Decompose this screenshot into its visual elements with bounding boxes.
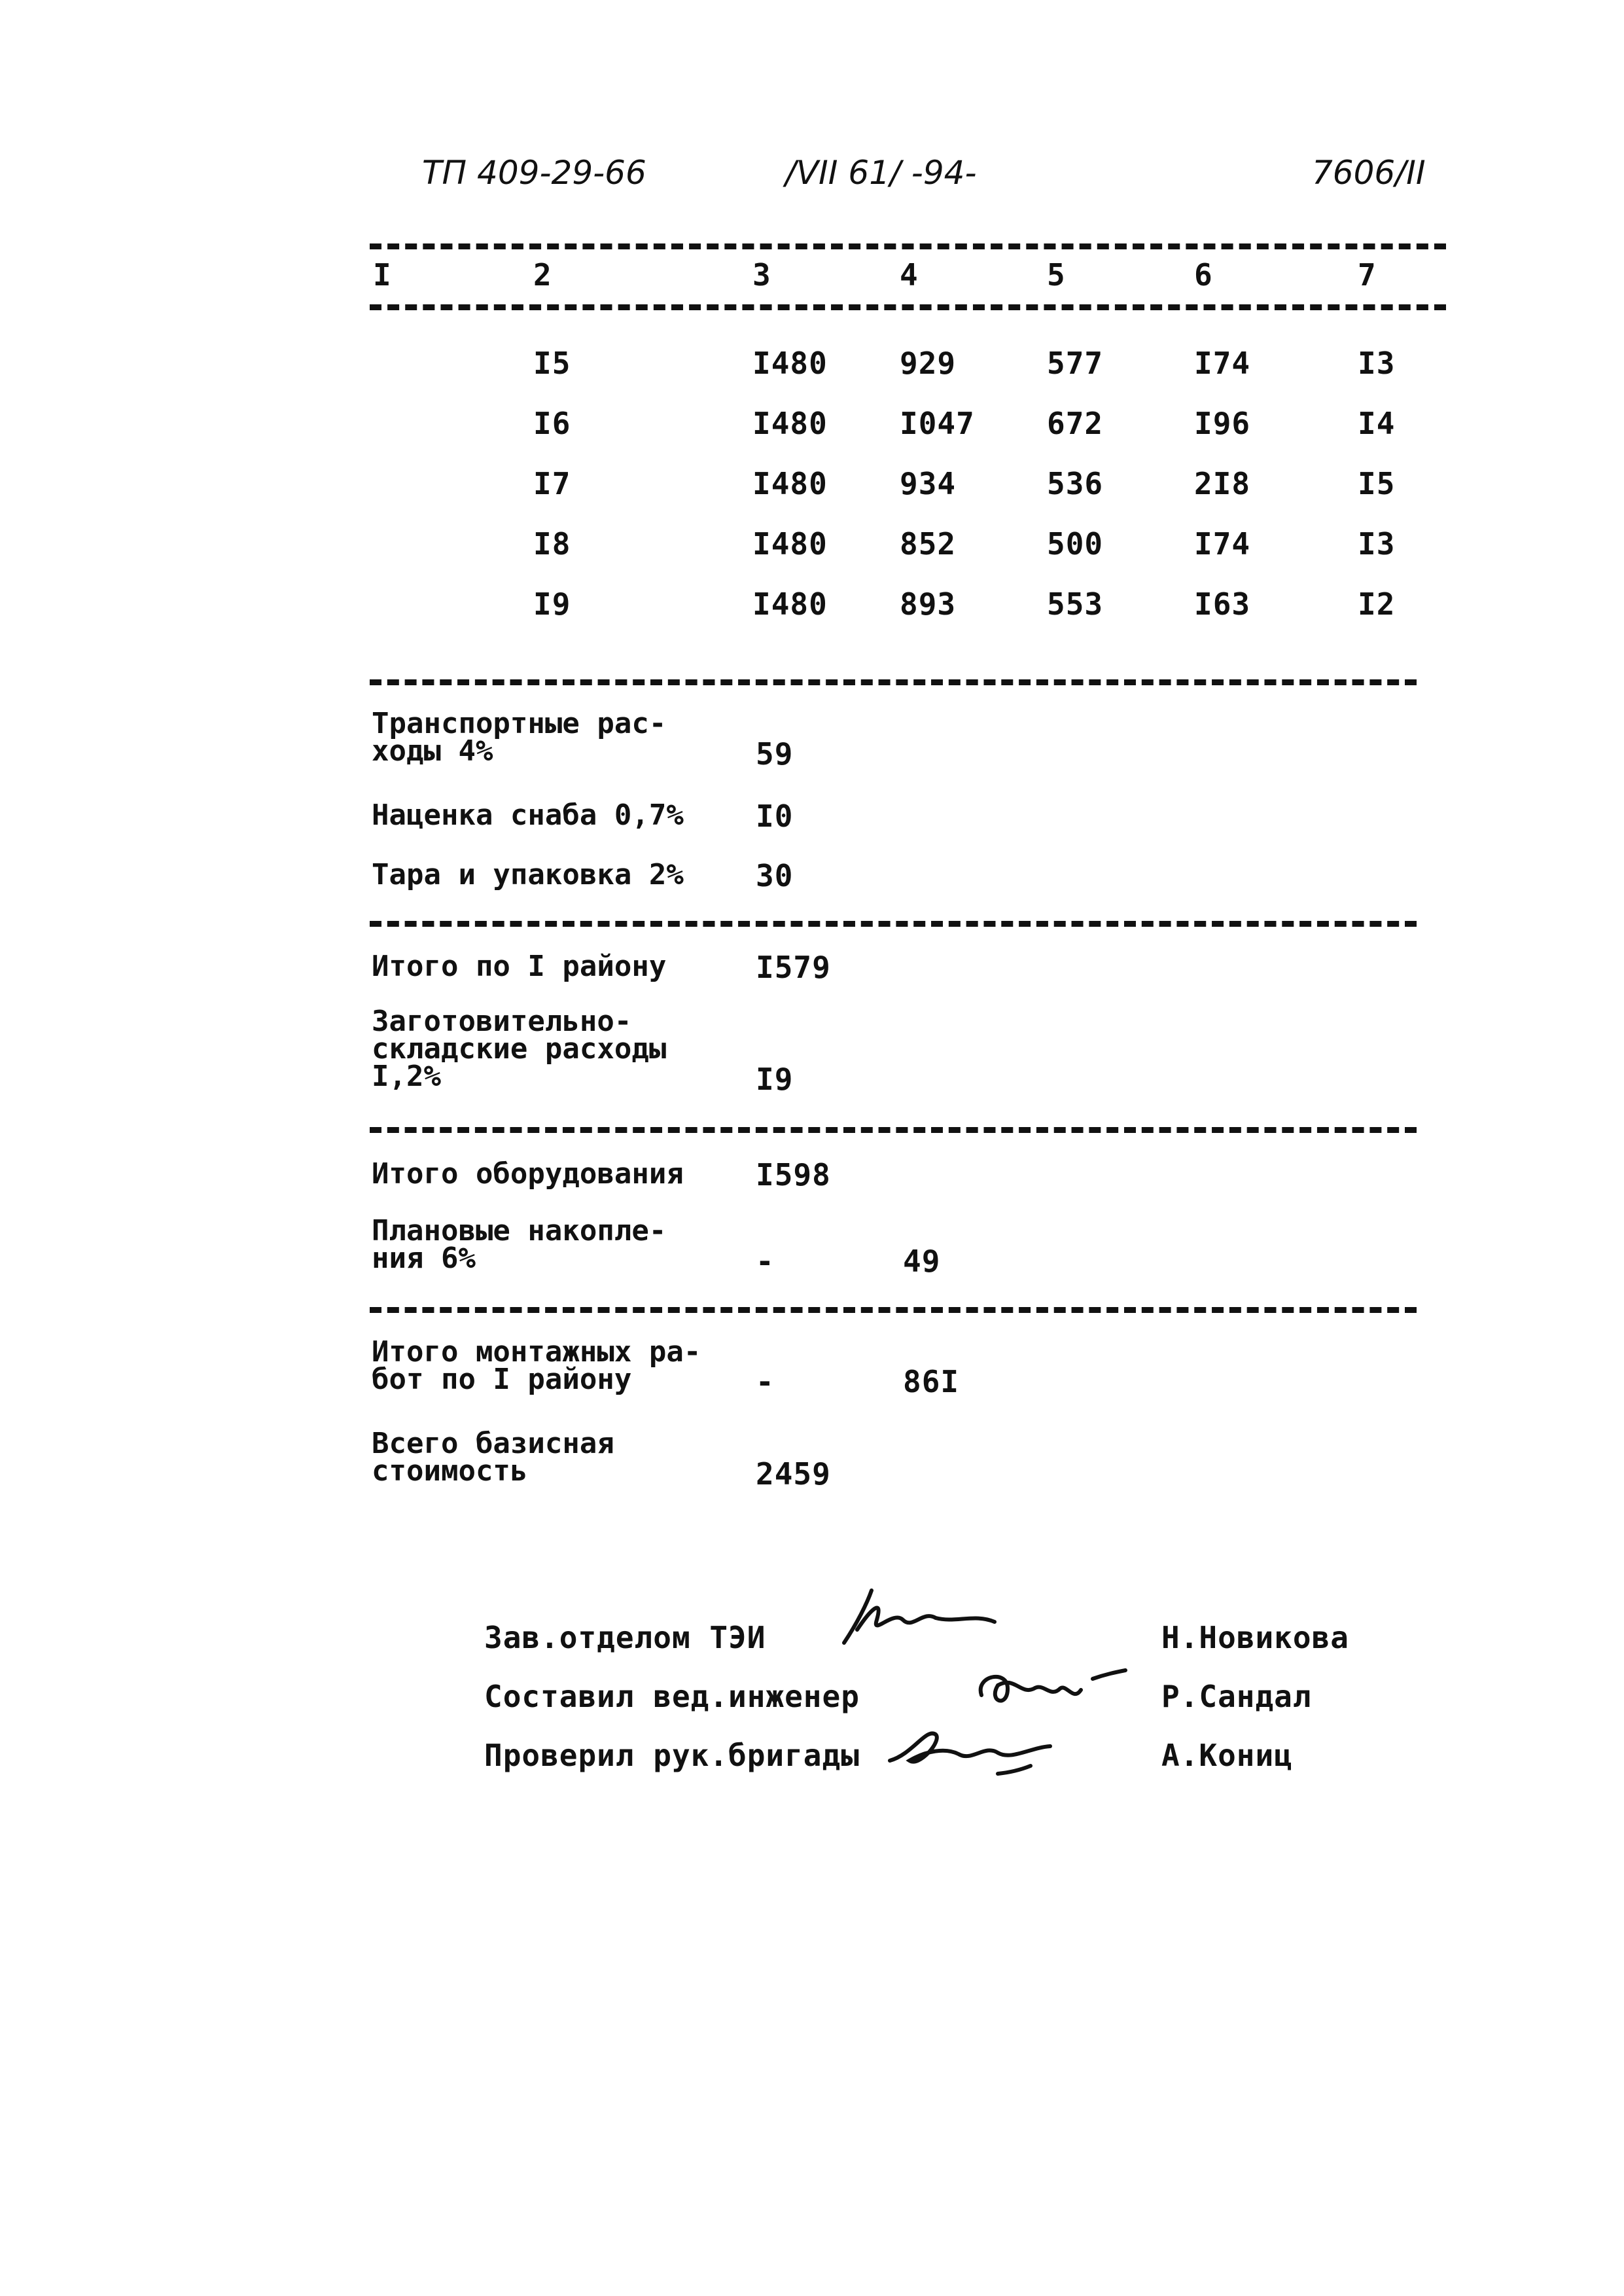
table-cell: 672 xyxy=(1047,406,1104,441)
table-cell: 934 xyxy=(900,466,957,501)
table-cell: 852 xyxy=(900,526,957,562)
total-region-value: I579 xyxy=(756,950,831,985)
table-cell: I74 xyxy=(1194,346,1251,381)
table-cell: I5 xyxy=(533,346,571,381)
planned-savings-label: Плановые накопле- ния 6% xyxy=(372,1214,667,1275)
packaging-label: Тара и упаковка 2% xyxy=(372,858,684,891)
table-cell: I74 xyxy=(1194,526,1251,562)
project-code: ТП 409-29-66 xyxy=(422,154,646,192)
table-cell: I9 xyxy=(533,586,571,622)
table-cell: 553 xyxy=(1047,586,1104,622)
supply-markup-value: I0 xyxy=(756,798,794,834)
signatory-name: Р.Сандал xyxy=(1161,1679,1312,1714)
planned-savings-install-value: 49 xyxy=(903,1244,941,1279)
divider xyxy=(370,921,1417,927)
table-cell: I480 xyxy=(752,526,828,562)
table-cell: I4 xyxy=(1358,406,1396,441)
table-cell: I7 xyxy=(533,466,571,501)
column-header: 4 xyxy=(900,257,919,293)
table-cell: 929 xyxy=(900,346,957,381)
column-header: 6 xyxy=(1194,257,1213,293)
table-cell: I96 xyxy=(1194,406,1251,441)
divider xyxy=(370,679,1417,685)
total-install-amount: 86I xyxy=(903,1364,960,1399)
table-cell: I63 xyxy=(1194,586,1251,622)
table-cell: 500 xyxy=(1047,526,1104,562)
column-header: 2 xyxy=(533,257,552,293)
signature-role: Проверил рук.бригады xyxy=(484,1738,860,1773)
total-install-value: - xyxy=(756,1364,775,1399)
supply-markup-label: Наценка снаба 0,7% xyxy=(372,798,684,832)
divider xyxy=(370,1307,1417,1313)
total-equipment-label: Итого оборудования xyxy=(372,1157,684,1191)
table-cell: I3 xyxy=(1358,526,1396,562)
divider xyxy=(370,1127,1417,1133)
total-base-cost-label: Всего базисная стоимость xyxy=(372,1427,614,1488)
total-install-label: Итого монтажных ра- бот по I району xyxy=(372,1335,701,1396)
table-cell: I6 xyxy=(533,406,571,441)
total-equipment-value: I598 xyxy=(756,1157,831,1193)
warehouse-costs-label: Заготовительно- складские расходы I,2% xyxy=(372,1005,667,1093)
column-header: 3 xyxy=(752,257,771,293)
planned-savings-value: - xyxy=(756,1244,775,1279)
inventory-number: 7606/II xyxy=(1312,154,1426,192)
total-base-cost-value: 2459 xyxy=(756,1456,831,1492)
column-header: 5 xyxy=(1047,257,1066,293)
table-cell: I480 xyxy=(752,406,828,441)
handwritten-signature-icon xyxy=(880,1715,1076,1787)
packaging-value: 30 xyxy=(756,858,794,893)
handwritten-signature-icon xyxy=(968,1656,1139,1721)
table-cell: I5 xyxy=(1358,466,1396,501)
divider xyxy=(370,243,1446,249)
table-cell: 536 xyxy=(1047,466,1104,501)
column-header: I xyxy=(373,257,392,293)
table-cell: I480 xyxy=(752,466,828,501)
signature-role: Зав.отделом ТЭИ xyxy=(484,1620,766,1655)
transport-costs-label: Транспортные рас- ходы 4% xyxy=(372,707,667,768)
table-cell: I8 xyxy=(533,526,571,562)
document-reference: /VII 61/ -94- xyxy=(785,154,977,192)
table-cell: I480 xyxy=(752,346,828,381)
table-cell: I480 xyxy=(752,586,828,622)
signatory-name: Н.Новикова xyxy=(1161,1620,1349,1655)
table-cell: 2I8 xyxy=(1194,466,1251,501)
signature-role: Составил вед.инженер xyxy=(484,1679,860,1714)
handwritten-signature-icon xyxy=(831,1584,1008,1656)
total-region-label: Итого по I району xyxy=(372,950,667,983)
table-cell: 577 xyxy=(1047,346,1104,381)
signatory-name: А.Кониц xyxy=(1161,1738,1293,1773)
transport-costs-value: 59 xyxy=(756,736,794,772)
column-header: 7 xyxy=(1358,257,1377,293)
divider xyxy=(370,304,1446,310)
table-cell: I047 xyxy=(900,406,975,441)
warehouse-costs-value: I9 xyxy=(756,1062,794,1097)
table-cell: 893 xyxy=(900,586,957,622)
table-cell: I2 xyxy=(1358,586,1396,622)
table-cell: I3 xyxy=(1358,346,1396,381)
